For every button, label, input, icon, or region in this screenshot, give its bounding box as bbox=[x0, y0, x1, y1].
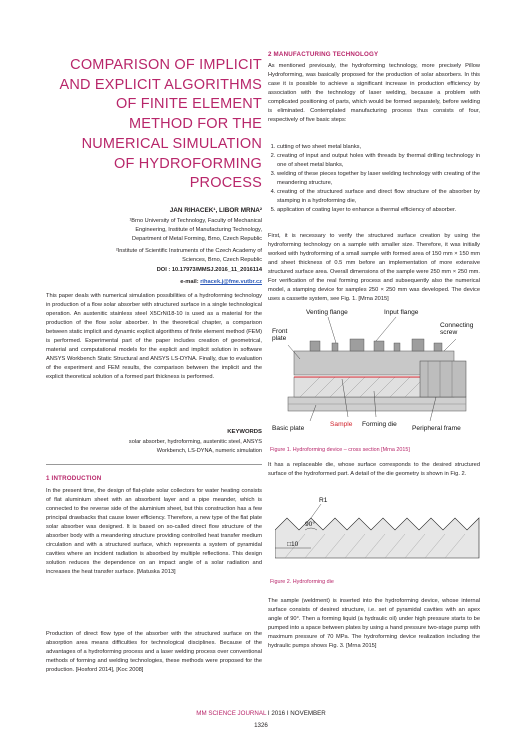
paper-title bbox=[46, 56, 262, 194]
abstract: This paper deals with numerical simulation possibilities of a hydroforming technology in production of a flow solar absorber with structured surface in a single technological operation. An austenitic stainless steel X5CrNi18-10 is used as a material for the production of the flow solar absorber. In the theoretical chapter, a comparison between static implicit and dynamic explicit algorithms of finite element method (FEM) is performed. Experimental part of the paper includes creation of geometrical, material and computational models for the explicit and implicit solution in software ANSYS Workbench Static Structural and ANSYS LS-DYNA. Finally, due to evaluation of the experiment and FEM results, the comparison between the implicit and the explicit theoretical solution of a formed part thickness is performed. bbox=[46, 293, 262, 380]
affiliation-line: Engineering, Institute of Manufacturing Technology, bbox=[135, 227, 262, 233]
fig2-label-radius: R1 bbox=[319, 497, 328, 504]
footer-journal bbox=[0, 710, 522, 717]
email-link[interactable]: rihacek.j@fme.vutbr.cz bbox=[200, 279, 262, 285]
step-item: 3. welding of these pieces together by laser welding technology with creating of the meandering structure, bbox=[277, 170, 480, 188]
keywords-line: Workbench, LS-DYNA, numeric simulation bbox=[156, 448, 262, 454]
intro-paragraph-1: In the present time, the design of flat-plate solar collectors for water heating consists of flat aluminium sheet with an absorbent layer and a pipe meander, which is connected to the reverse side of the aluminium sheet, but this construction has a few principal drawbacks that cause lower efficiency. Therefore, a new type of the flat plate solar absorber was designed. It is based on so-called direct flow structure of the absorber body with a meandering structure providing controlled heat transfer medium circulation and with a structured surface, which represents a system of pyramidal cavities where an incident radiation is absorbed by multiple reflections. This design solution reduces the dependence on an impact angle of a solar radiation and increases the heat transfer surface. [Matuska 2013] bbox=[46, 488, 262, 575]
affiliation-line: Sciences, Brno, Czech Republic bbox=[182, 257, 262, 263]
steps-list bbox=[268, 143, 480, 215]
intro-paragraph-2: Production of direct flow type of the absorber with the structured surface on the absorption area means difficulties for technological disciplines. Because of the advantages of a hydroforming process and a laser welding process over conventional methods of forming and welding technologies, these methods were proposed for the production. [Hosford 2014], [Koc 2008] bbox=[46, 631, 262, 673]
title-line: AND EXPLICIT ALGORITHMS bbox=[59, 76, 262, 93]
fig1-label-forming-die: Forming die bbox=[362, 421, 397, 428]
step-item: 5. application of coating layer to enhance a thermal efficiency of absorber. bbox=[277, 206, 480, 215]
figure-2-text: The sample (weldment) is inserted into the hydroforming device, whose internal surface consists of desired structure, i.e. set of pyramidal cavities with an apex angle of 90°. Then a forming liquid (a hydraulic oil) under high pressure starts to be pumped into a space between plates by using a hand pressure two-stage pump with maximum pressure of 70 MPa. The hydroforming device realization including the hydraulic pumps shows Fig. 3. [Mrna 2015] bbox=[268, 598, 480, 649]
affiliation-2 bbox=[46, 247, 262, 265]
affiliation-line: Department of Metal Forming, Brno, Czech Republic bbox=[132, 236, 262, 242]
keywords-line: solar absorber, hydroforming, austenitic steel, ANSYS bbox=[128, 439, 262, 445]
keywords-heading: KEYWORDS bbox=[227, 429, 262, 435]
fig1-label-basic-plate: Basic plate bbox=[272, 425, 305, 432]
fig1-label-front-plate: Front plate bbox=[272, 328, 288, 343]
step-item: 2. creating of input and output holes with threads by thermal drilling technology in one of sheet metal blanks, bbox=[277, 152, 480, 170]
affiliation-1 bbox=[46, 217, 262, 244]
title-line: PROCESS bbox=[189, 175, 262, 192]
fig1-label-venting-flange: Venting flange bbox=[306, 309, 348, 316]
title-line: METHOD FOR THE bbox=[128, 116, 262, 133]
footer-journal-name: MM SCIENCE JOURNAL bbox=[196, 710, 267, 717]
figure-2-hydroforming-die bbox=[275, 490, 480, 570]
affiliation-line: ²Institute of Scientific Instruments of the Czech Academy of bbox=[115, 248, 262, 254]
keywords bbox=[46, 438, 262, 456]
step-item: 4. creating of the structured surface and direct flow structure of the absorber by stamping in a hydroforming die, bbox=[277, 188, 480, 206]
affiliation-line: ¹Brno University of Technology, Faculty of Mechanical bbox=[129, 218, 262, 224]
fig2-label-size: □10 bbox=[287, 541, 299, 548]
email-label: e-mail: bbox=[180, 279, 199, 285]
doi: DOI : 10.17973/MMSJ.2016_11_2016114 bbox=[156, 267, 262, 273]
fig1-label-sample: Sample bbox=[330, 421, 353, 428]
page-number: 1326 bbox=[254, 722, 268, 729]
figure-1-text: It has a replaceable die, whose surface corresponds to the desired structured surface of the hydroformed part. A detail of the die geometry is shown in Fig. 2. bbox=[268, 462, 480, 477]
title-line: OF FINITE ELEMENT bbox=[116, 96, 262, 113]
email-line bbox=[46, 279, 262, 285]
fig1-label-peripheral-frame: Peripheral frame bbox=[412, 425, 461, 432]
fig1-label-input-flange: Input flange bbox=[384, 309, 419, 316]
footer-issue: I 2016 I NOVEMBER bbox=[266, 710, 326, 717]
figure-1-caption: Figure 1. Hydroforming device – cross section [Mrna 2015] bbox=[270, 447, 410, 453]
manufacturing-paragraph-2: First, it is necessary to verify the structured surface creation by using the hydroforming technology on a sample with smaller size. Therefore, it was initially worked with hydroforming of a small sample with formed area of 150 mm × 150 mm and sheet thickness of 0.5 mm before an implementation of more extensive structured surface area. Overall dimensions of the sample were 250 mm × 250 mm. For verification of the real forming process and subsequently also the numerical model, a stamping device for samples 250 × 250 mm was developed. The device uses a cassette system, see Fig. 1. [Mrna 2015] bbox=[268, 233, 480, 302]
title-line: COMPARISON OF IMPLICIT bbox=[70, 57, 262, 73]
step-item: 1. cutting of two sheet metal blanks, bbox=[277, 143, 480, 152]
authors: JAN RIHACEK¹, LIBOR MRNA² bbox=[169, 207, 262, 214]
fig2-label-angle: 90° bbox=[305, 521, 315, 528]
fig1-label-connecting-screw: Connecting screw bbox=[440, 322, 474, 337]
manufacturing-paragraph-1: As mentioned previously, the hydroforming technology, more precisely Pillow Hydroforming, was basically proposed for the production of solar absorbers. In this case it is possible to achieve a significant increase in production efficiency by association with the technology of laser welding, because a problem with complicated positioning of parts, which would be formed separately, before welding is eliminated. Contemplated manufacturing process thus consists of four, respectively of five basic steps: bbox=[268, 63, 480, 123]
title-line: NUMERICAL SIMULATION bbox=[81, 135, 262, 152]
section-heading-manufacturing: 2 MANUFACTURING TECHNOLOGY bbox=[268, 51, 379, 58]
figure-1-hydroforming-device bbox=[270, 305, 480, 443]
divider bbox=[46, 464, 262, 465]
section-heading-introduction: 1 INTRODUCTION bbox=[46, 475, 102, 482]
title-line: OF HYDROFORMING bbox=[114, 155, 262, 172]
figure-2-caption: Figure 2. Hydroforming die bbox=[270, 579, 334, 585]
